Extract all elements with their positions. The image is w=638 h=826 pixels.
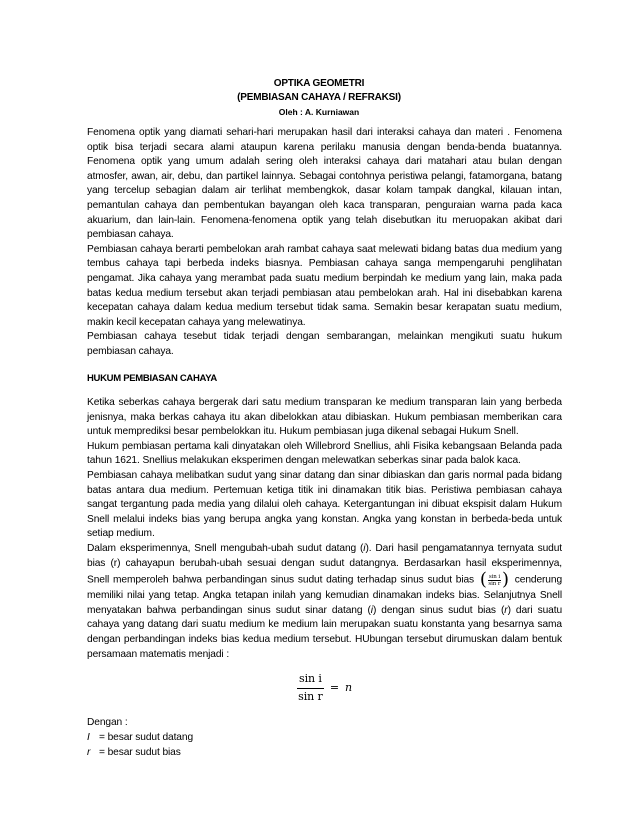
definition-row xyxy=(87,731,562,746)
section-paragraph: Ketika seberkas cahaya bergerak dari satu medium transparan ke medium transparan lain yang berbeda jenisnya, maka berkas cahaya itu akan dibelokkan atau dibiaskan. Hukum pembiasan memberikan cara untuk memprediksi besar pembelokkan itu. Hukum pembiasan juga dikenal sebagai Hukum Snell. xyxy=(87,397,562,438)
formula-denominator: sin r xyxy=(298,689,323,703)
formula-fraction xyxy=(297,672,324,704)
document-body xyxy=(87,126,562,760)
title-block xyxy=(0,77,638,119)
definition-text: = besar sudut datang xyxy=(99,731,194,743)
section-paragraph: Pembiasan cahaya melibatkan sudut yang sinar datang dan sinar dibiaskan dan garis normal pada bidang batas antara dua medium. Pertemuan ketiga titik ini dinamakan titik bias. Peristiwa pembiasan cahaya sangat tergantung pada media yang dilalui oleh cahaya. Ketergantungan ini dibuat ekspisit dalam Hukum Snell melalui indeks bias yang berupa angka yang konstan. Angka yang konstan in berbeda-beda untuk setiap medium. xyxy=(87,470,562,540)
definition-symbol: r xyxy=(87,746,91,758)
formula-numerator: sin i xyxy=(297,672,324,689)
definition-text: = besar sudut bias xyxy=(99,746,181,758)
document-author: Oleh : A. Kurniawan xyxy=(278,107,360,117)
experiment-paragraph: Dalam eksperimennya, Snell mengubah-ubah sudut datang (i). Dari hasil pengamatannya ternyata sudut bias (r) cahayapun berubah-ubah sesuai dengan sudut datangnya. Berdasarkan hasil eksperimennya, Snell memperoleh bahwa perbandingan sinus sudut dating terhadap sinus sudut bias ( $\frac{\text{sin i}}{\text{sin r}}$ ) cenderung memiliki nilai yang tetap. Angka tetapan inilah yang kemudian dinamakan indeks bias. Selanjutnya Snell menyatakan bahwa perbandingan sinus sudut sinar datang (i) dengan sinus sudut bias (r) dari suatu cahaya yang datang dari suatu medium ke medium lain merupakan suatu konstanta yang besarnya sama dengan perbandingan indeks bias kedua medium tersebut. HUbungan tersebut dirumuskan dalam bentuk persamaan matematis menjadi : xyxy=(87,543,563,660)
inline-sine-ratio: ( $\frac{\text{sin i}}{\text{sin r}}$ ) xyxy=(479,569,509,591)
section-paragraph: Hukum pembiasan pertama kali dinyatakan oleh Willebrord Snellius, ahli Fisika kebangsaan Belanda pada tahun 1621. Snellius melakukan eksperimen dengan melewatkan seberkas sinar pada balok kaca. xyxy=(87,440,562,467)
section-heading: HUKUM PEMBIASAN CAHAYA xyxy=(87,372,217,384)
inline-fraction-numerator: sin i xyxy=(488,573,500,580)
definition-symbol: I xyxy=(87,731,90,743)
definitions-label: Dengan : xyxy=(87,717,128,729)
intro-paragraph: Fenomena optik yang diamati sehari-hari merupakan hasil dari interaksi cahaya dan materi . Fenomena optik bisa terjadi secara alami ataupun karena perilaku manusia dengan benda-benda buatannya. Fenomena optik yang umum adalah sering oleh interaksi cahaya dari matahari atau bulan dengan atmosfer, awan, air, debu, dan partikel lainnya. Sebagai contohnya peristiwa pelangi, fatamorgana, batang yang tercelup sebagian dalam air terlihat membengkok, dasar kolam tampak dangkal, kilauan intan, pemantulan cahaya dan pembentukan bayangan oleh kaca transparan, penguraian warna pada kaca akuarium, dan lain-lain. Fenomena-fenomena optik yang telah disebutkan itu meruopakan akibat dari pembiasan cahaya. xyxy=(87,127,562,241)
intro-paragraph: Pembiasan cahaya tesebut tidak terjadi dengan sembarangan, melainkan mengikuti suatu hukum pembiasan cahaya. xyxy=(87,331,562,357)
inline-fraction-denominator: sin r xyxy=(488,580,501,587)
formula-equals: = xyxy=(329,680,339,694)
document-title: OPTIKA GEOMETRI xyxy=(273,78,365,89)
formula-rhs: n xyxy=(344,680,352,694)
definition-row xyxy=(87,746,562,761)
document-subtitle: (PEMBIASAN CAHAYA / REFRAKSI) xyxy=(237,92,401,103)
snell-law-formula xyxy=(87,672,562,704)
intro-paragraph: Pembiasan cahaya berarti pembelokan arah rambat cahaya saat melewati bidang batas dua medium yang tembus cahaya tapi berbeda indeks biasnya. Pembiasan cahaya sanga mempengaruhi penglihatan pengamat. Jika cahaya yang merambat pada suatu medium berpindah ke medium yang lain, maka pada batas kedua medium tersebut akan terjadi pembiasan atau pembelokan arah. Hal ini disebabkan karena kecepatan cahaya dalam kedua medium tersebut tidak sama. Semakin besar kerapatan suatu medium, makin kecil kecepatan cahaya yang melewatinya. xyxy=(87,243,562,328)
